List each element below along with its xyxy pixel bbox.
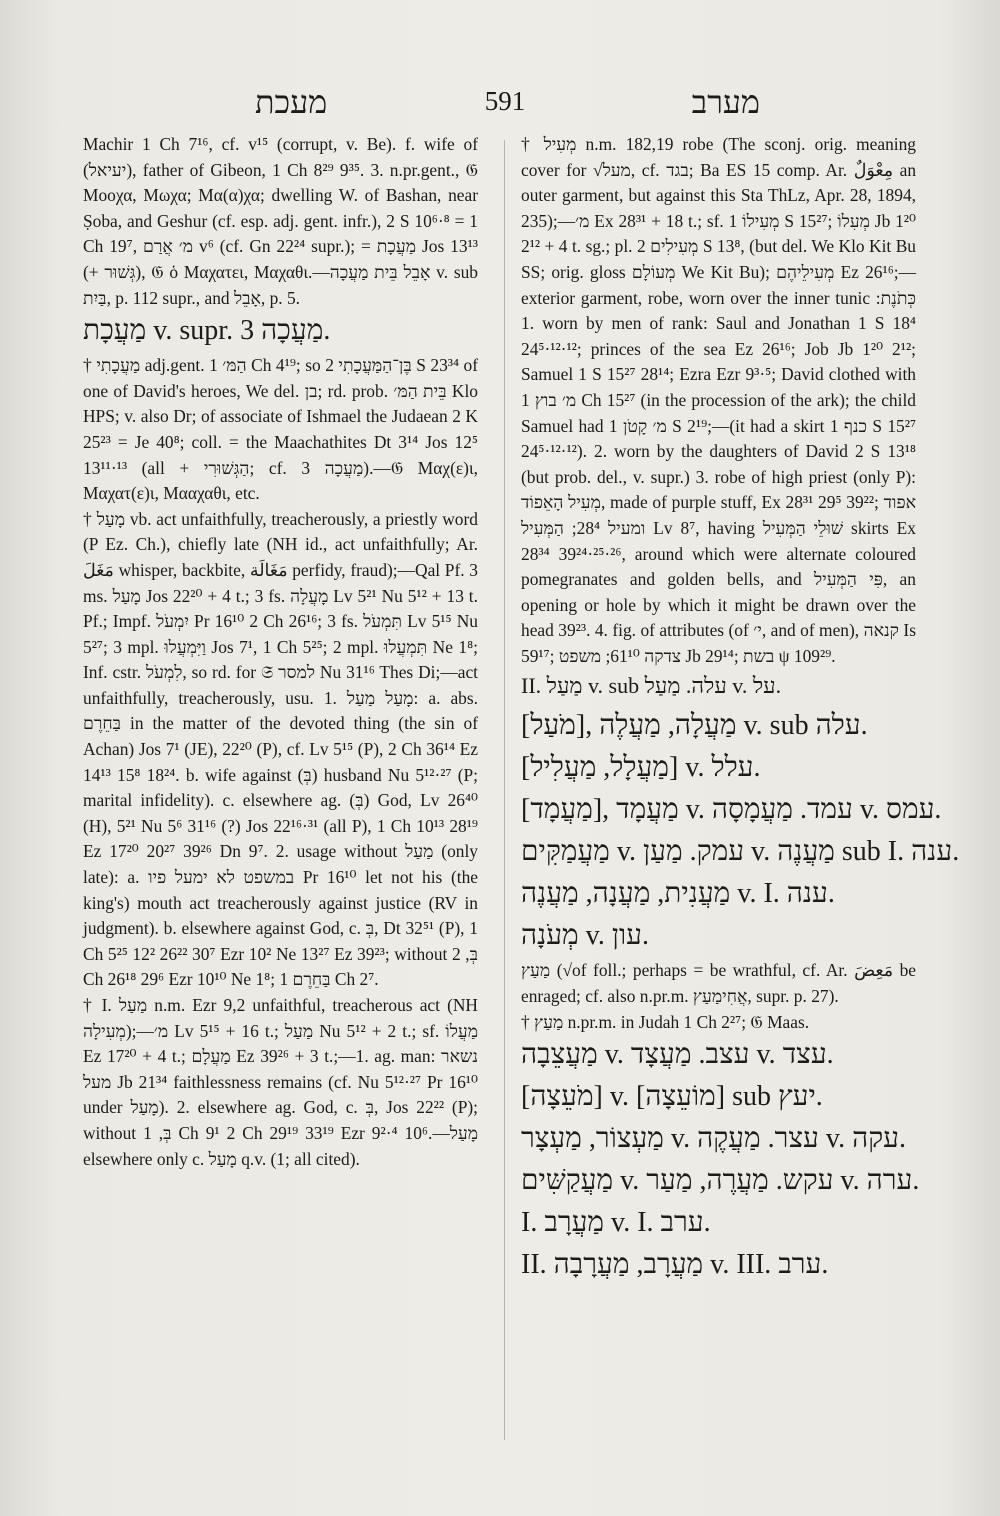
running-head-right: מערב xyxy=(691,84,760,120)
crossref-maalal: [מַעֲלָל, מַעֲלִיל] v. עלל. xyxy=(521,752,761,784)
entry-maakhat: מַעֲכָת v. supr. מַעֲכָה 3. xyxy=(83,315,331,347)
entry-meil: † מְעִיל n.m. 182,19 robe (The sconj. orig. meaning cover for √מעל, cf. בגד; Ba ES 15 comp. Ar. مِعْوَلٌ an outer garment, but against this Sta ThLz, Apr. 28, 1894, 235);—מ׳ Ex 28³¹ + 18 t.; sf. מְעִילוֹ 1 S 15²⁷; מְעִלוֹ Jb 1²⁰ 2¹² + 4 t. sg.; pl. מְעִילִים 2 S 13⁸, (but del. We Klo Kit Bu SS; orig. gloss מְעוֹלָם We Kit Bu); מְעִילֵיהֶם Ez 26¹⁶;—exterior garment, robe, worn over the inner tunic כְּתֹנֶת: 1. worn by men of rank: Saul and Jonathan 1 S 18⁴ 24⁵·¹²·¹²; princes of the sea Ez 26¹⁶; Job Jb 1²⁰ 2¹²; Samuel 1 S 15²⁷ 28¹⁴; Ezra Ezr 9³·⁵; David clothed with מ׳ בוץ 1 Ch 15²⁷ (in the procession of the ark); the child Samuel had מ׳ קָטֹן 1 S 2¹⁹;—(it had a skirt כנף 1 S 15²⁷ 24⁵·¹²·¹²). 2. worn by the daughters of David 2 S 13¹⁸ (but prob. del., v. supr.) 3. robe of high priest (only P): מְעִיל הָאֵפוֹד, made of purple stuff, Ex 28³¹ 29⁵ 39²²; אפוד ומעיל 28⁴; הַמְּעִיל Lv 8⁷, having שׁוּלֵי הַמְּעִיל skirts Ex 28³⁴ 39²⁴·²⁵·²⁶, around which were alternate coloured pomegranates and golden bells, and פִּי הַמְּעִיל, an opening or hole by which it might be drawn over the head 39²³. 4. fig. of attributes (of י׳, and of men), קנאה Is 59¹⁷; צדקה 61¹⁰; משפט Jb 29¹⁴; בשת ψ 109²⁹. xyxy=(521,134,917,666)
crossref-maatsevah: מַעֲצֵבָה v. עצב. מַעֲצָד v. עצד. xyxy=(521,1039,834,1071)
left-column xyxy=(83,132,478,1452)
entry-maats-root: מַעַץ (√of foll.; perhaps = be wrathful, cf. Ar. مَعِضَ be enraged; cf. also n.pr.m. אֲחִימַעַץ, supr. p. 27). xyxy=(521,960,917,1007)
crossref-maamad: [מַעֲמָד], מַעֲמָד v. עמד. מַעֲמָסָה v. עמס. xyxy=(521,794,942,826)
crossref-meonah: מְעֹנָה v. עון. xyxy=(521,920,649,952)
entry-maakhati: † מַעֲכָתִי adj.gent. הַמּ׳ 1 Ch 4¹⁹; so בֶּן־הַמַּעֲכָתִי 2 S 23³⁴ of one of David's heroes, We del. בן; rd. prob. בֵּית הַמּ׳ Klo HPS; v. also Dr; of associate of Ishmael the Judaean 2 K 25²³ = Je 40⁸; coll. = the Maachathites Dt 3¹⁴ Jos 12⁵ 13¹¹·¹³ (all + הַגְּשׁוּרִי; cf. מַעֲכָה 3).—𝔊 Μαχ(ε)ι, Μαχατ(ε)ι, Μααχαθι, etc. xyxy=(83,355,479,504)
entry-maal-noun: † I. מַעַל n.m. Ezr 9,2 unfaithful, treacherous act (NH מְעִילָה);—מ׳ Lv 5¹⁵ + 16 t.; מַעַל Nu 5¹² + 2 t.; sf. מַעֲלוֹ Ez 17²⁰ + 4 t.; מַעֲלָם Ez 39²⁶ + 3 t.;—1. ag. man: נשאר מעל Jb 21³⁴ faithlessness remains (cf. Nu 5¹²·²⁷ Pr 16¹⁰ under מָעַל). 2. elsewhere ag. God, c. בְּ, Jos 22²² (P); without בְּ, 1 Ch 9¹ 2 Ch 29¹⁹ 33¹⁹ Ezr 9²·⁴ 10⁶.—מָעַל elsewhere only c. מָעַל q.v. (1; all cited). xyxy=(83,995,479,1169)
page-number: 591 xyxy=(484,86,526,116)
crossref-maarav-2: II. מַעֲרָב, מַעֲרָבָה v. III. ערב. xyxy=(521,1249,829,1281)
crossref-maarav-1: I. מַעֲרָב v. I. ערב. xyxy=(521,1207,711,1239)
crossref-maaqashim: מַעֲקַשִּׁים v. עקש. מַעֲרֶה, מַעַר v. ערה. xyxy=(521,1165,920,1197)
entry-maal-verb: † מָעַל vb. act unfaithfully, treacherously, a priestly word (P Ez. Ch.), chiefly late (NH id., act unfaithfully; Ar. مَغَلَ whisper, backbite, مَغَالَة perfidy, fraud);—Qal Pf. 3 ms. מָעַל Jos 22²⁰ + 4 t.; 3 fs. מָעֲלָה Lv 5²¹ Nu 5¹² + 13 t. Pf.; Impf. יִמְעֹל Pr 16¹⁰ 2 Ch 26¹⁶; 3 fs. תִּמְעֹל Lv 5¹⁵ Nu 5²⁷; 3 mpl. וַיִּמְעֲלוּ Jos 7¹, 1 Ch 5²⁵; 2 mpl. תִּמְעֲלוּ Ne 1⁸; Inf. cstr. לִמְעֹל, so rd. for 𝔖 למסר Nu 31¹⁶ Thes Di;—act unfaithfully, treacherously, usu. 1. מָעַל מַעַל: a. abs. בַּחֵרֶם in the matter of the devoted thing (the sin of Achan) Jos 7¹ (JE), 22²⁰ (P), cf. Lv 5¹⁵ (P), 2 Ch 36¹⁴ Ez 14¹³ 15⁸ 18²⁴. b. wife against (בְּ) husband Nu 5¹²·²⁷ (P; marital infidelity). c. elsewhere ag. (בְּ) God, Lv 26⁴⁰ (H), 5²¹ Nu 5⁶ 31¹⁶ (?) Jos 22¹⁶·³¹ (all P), 1 Ch 10¹³ 28¹⁹ Ez 17²⁰ 20²⁷ 39²⁶ Dn 9⁷. 2. usage without מַעַל (only late): a. במשפט לא ימעל פיו Pr 16¹⁰ let not his (the king's) mouth act treacherously against justice (RV in judgment). b. elsewhere against God, c. בְּ, Dt 32⁵¹ (P), 1 Ch 5²⁵ 12² 26²² 30⁷ Ezr 10² Ne 13²⁷ Ez 39²³; without בְּ, 2 Ch 26¹⁸ 29⁶ Ezr 10¹⁰ Ne 1⁸; בַּחֵרֶם 1 Ch 2⁷. xyxy=(83,508,479,990)
crossref-matsor: מַעְצוֹר, מַעְצָר v. עצר. מַעֲקֶה v. עקה. xyxy=(521,1123,907,1155)
entry-maats-name: † מַעַץ n.pr.m. in Judah 1 Ch 2²⁷; 𝔊 Μaas. xyxy=(521,1011,810,1032)
running-head-left: מעכת xyxy=(255,84,328,120)
entry-maacah-continued: Machir 1 Ch 7¹⁶, cf. v¹⁵ (corrupt, v. Be). f. wife of (יעיאל), father of Gibeon, 1 Ch 8²⁹ 9³⁵. 3. n.pr.gent., 𝔊 Μοοχα, Μωχα; Μα(α)χα; dwelling W. of Bashan, near Ṣoba, and Geshur (cf. esp. adj. gent. infr.), 2 S 10⁶·⁸ = 1 Ch 19⁷, מ׳ אֲרַם v⁶ (cf. Gn 22²⁴ supr.); = מַעֲכָת Jos 13¹³ (+ גְּשׁוּר), 𝔊 ὁ Μαχατει, Μαχαθι.—אָבֵל בֵּית מַעֲכָה v. sub בַּיִת, p. 112 supr., and אָבֵל, p. 5. xyxy=(83,134,478,308)
crossref-maal-2: II. מַעַל v. sub עלה. מַעַל v. על. xyxy=(521,673,782,699)
column-divider xyxy=(504,140,505,1440)
page-header xyxy=(80,78,930,128)
right-column xyxy=(521,132,960,1452)
crossref-maamaqqim: מַעֲמַקִּים v. עמק. מַעַן v. מַעֲנֶה sub I. ענה. xyxy=(521,836,960,868)
crossref-moetsah: [מֹעֵצָה] v. [מוֹעֵצָה] sub יעץ. xyxy=(521,1081,823,1113)
crossref-maalah: [מֹעַל], מַעֲלָה, מַעֲלֶה v. sub עלה. xyxy=(521,710,868,742)
crossref-maanit: מַעֲנִית, מַעֲנָה, מַעֲנֶה v. I. ענה. xyxy=(521,878,835,910)
